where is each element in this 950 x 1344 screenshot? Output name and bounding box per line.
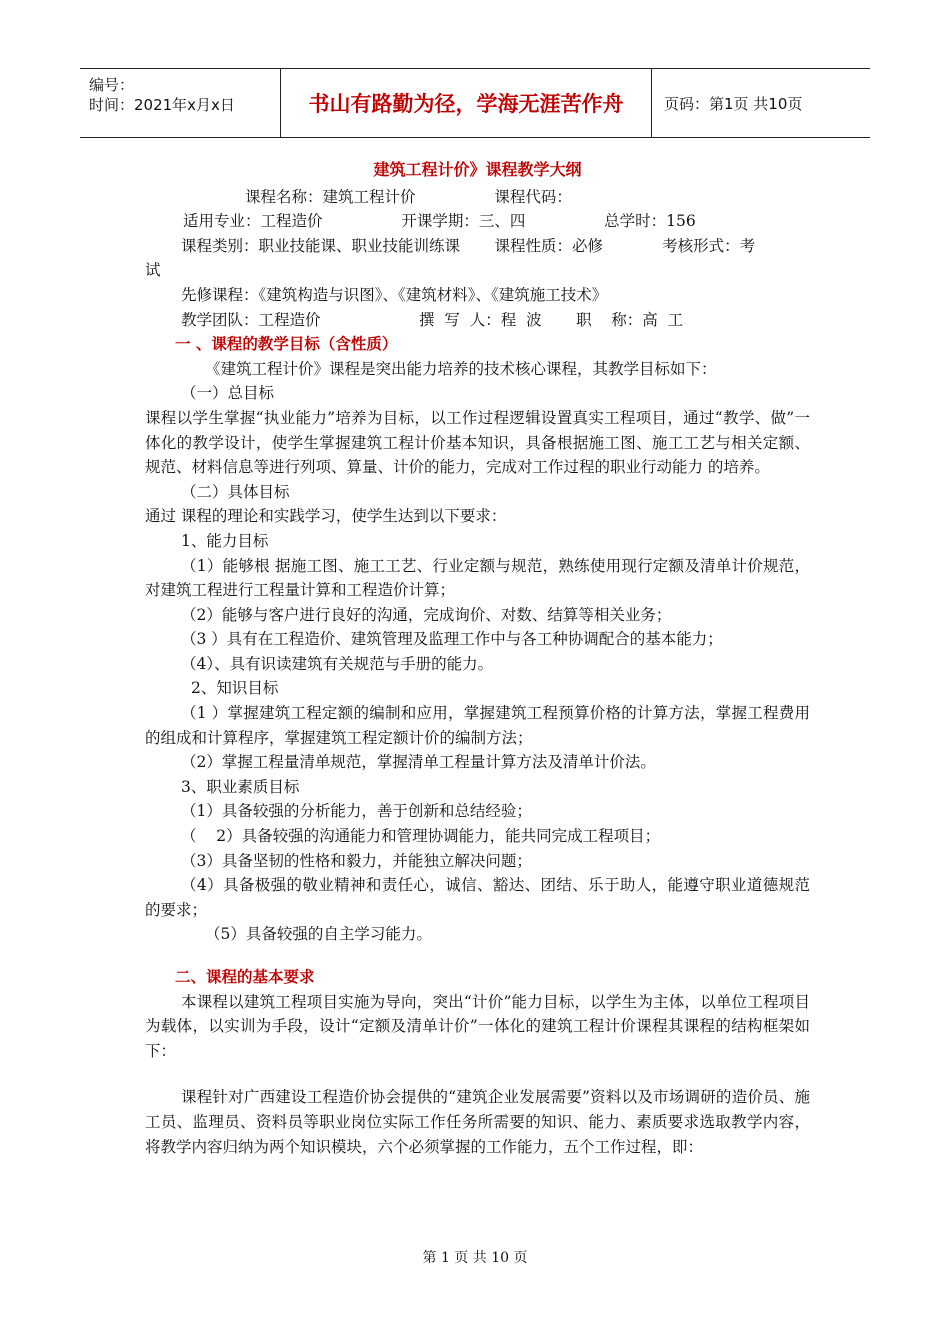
quality-item-3: （3）具备坚韧的性格和毅力，并能独立解决问题； (181, 851, 532, 870)
page-footer: 第 1 页 共 10 页 (422, 1250, 528, 1266)
ability-item-3: （3 ）具有在工程造价、建筑管理及监理工作中与各工种协调配合的基本能力； (181, 630, 723, 649)
header-page-info: 页码：第1页 共10页 (664, 94, 803, 113)
spacer (145, 1063, 810, 1085)
quality-item-5: （5）具备较强的自主学习能力。 (205, 925, 432, 944)
quality-item-1: （1）具备较强的分析能力，善于创新和总结经验； (181, 802, 532, 821)
quality-heading: 3、职业素质目标 (181, 777, 300, 796)
section-2-heading: 二、课程的基本要求 (175, 967, 315, 986)
knowledge-item-2: （2）掌握工程量清单规范，掌握清单工程量计算方法及清单计价法。 (181, 753, 656, 772)
major-line: 适用专业：工程造价 开课学期：三、四 总学时：156 (183, 212, 696, 231)
quality-item-2: （ 2）具备较强的沟通能力和管理协调能力，能共同完成工程项目； (181, 827, 661, 846)
course-name-line: 课程名称：建筑工程计价 课程代码： (245, 187, 572, 206)
prerequisite-line: 先修课程：《建筑构造与识图》、《建筑材料》、《建筑施工技术》 (181, 285, 608, 304)
document-body (145, 158, 810, 1159)
knowledge-heading: 2、知识目标 (191, 679, 279, 698)
course-type-line-cont: 试 (145, 261, 161, 280)
section-2-paragraph-2: 课程针对广西建设工程造价协会提供的“建筑企业发展需要”资料以及市场调研的造价员、施工员、监理员、资料员等职业岗位实际工作任务所需要的知识、能力、素质要求选取教学内容，将教学内容归纳为两个知识模块，六个必须掌握的工作能力，五个工作过程，即： (145, 1088, 810, 1156)
general-goal-heading: （一）总目标 (181, 384, 275, 403)
specific-goal-heading: （二）具体目标 (181, 482, 290, 501)
number-label: 编号： (89, 76, 135, 94)
header-meta (80, 69, 281, 137)
time-label: 时间：2021年x月x日 (89, 96, 235, 114)
quality-item-4: （4）具备极强的敬业精神和责任心，诚信、豁达、团结、乐于助人，能遵守职业道德规范的要求； (145, 876, 810, 919)
ability-heading: 1、能力目标 (181, 531, 269, 550)
knowledge-item-1: （1 ）掌握建筑工程定额的编制和应用，掌握建筑工程预算价格的计算方法，掌握工程费用的组成和计算程序，掌握建筑工程定额计价的编制方法； (145, 704, 810, 747)
document-title: 建筑工程计价》课程教学大纲 (373, 160, 582, 179)
page-header (80, 68, 870, 138)
specific-goal-intro: 通过 课程的理论和实践学习，使学生达到以下要求： (145, 507, 507, 526)
ability-item-2: （2）能够与客户进行良好的沟通，完成询价、对数、结算等相关业务； (181, 605, 672, 624)
general-goal-text: 课程以学生掌握“执业能力”培养为目标，以工作过程逻辑设置真实工程项目，通过“教学、做”一体化的教学设计，使学生掌握建筑工程计价基本知识，具备根据施工图、施工工艺与相关定额、规范、材料信息等进行列项、算量、计价的能力，完成对工作过程的职业行动能力 的培养。 (145, 408, 810, 477)
section-2-paragraph-1: 本课程以建筑工程项目实施为导向，突出“计价”能力目标，以学生为主体，以单位工程项目为载体，以实训为手段，设计“定额及清单计价”一体化的建筑工程计价课程其课程的结构框架如下： (145, 992, 810, 1060)
header-motto: 书山有路勤为径，学海无涯苦作舟 (281, 69, 652, 137)
ability-item-4: （4）、具有识读建筑有关规范与手册的能力。 (181, 654, 494, 673)
section-1-intro: 《建筑工程计价》课程是突出能力培养的技术核心课程，其教学目标如下： (205, 359, 717, 378)
course-type-line: 课程类别：职业技能课、职业技能训练课 课程性质：必修 考核形式：考 (181, 236, 756, 255)
spacer (145, 947, 810, 965)
team-line: 教学团队：工程造价 撰 写 人：程 波 职 称：高 工 (181, 310, 684, 329)
section-1-heading: 一 、课程的教学目标（含性质） (175, 334, 398, 354)
ability-item-1: （1）能够根 据施工图、施工工艺、行业定额与规范，熟练使用现行定额及清单计价规范， 对建筑工程进行工程量计算和工程造价计算； (145, 556, 810, 600)
